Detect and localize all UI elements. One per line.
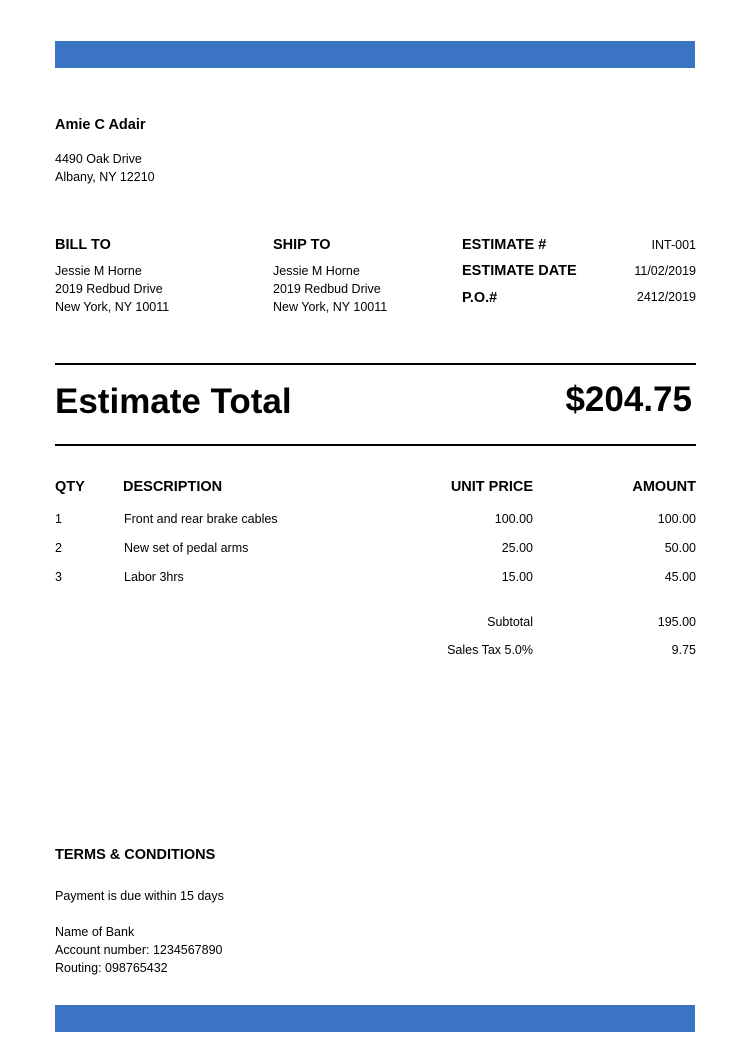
ship-to-address-line1: 2019 Redbud Drive xyxy=(273,282,381,296)
row-1-unit-price: 100.00 xyxy=(494,512,533,526)
row-3-qty: 3 xyxy=(55,570,62,584)
terms-bank-name: Name of Bank xyxy=(55,925,135,939)
po-number-label: P.O.# xyxy=(462,290,498,306)
column-header-description: DESCRIPTION xyxy=(123,479,223,495)
terms-routing-number: Routing: 098765432 xyxy=(55,961,168,975)
bill-to-address-line1: 2019 Redbud Drive xyxy=(55,282,163,296)
estimate-total-amount: $204.75 xyxy=(565,380,692,419)
terms-payment: Payment is due within 15 days xyxy=(55,889,224,903)
row-3-description: Labor 3hrs xyxy=(124,570,184,584)
sender-name: Amie C Adair xyxy=(55,117,146,133)
row-1-qty: 1 xyxy=(55,512,62,526)
ship-to-heading: SHIP TO xyxy=(273,237,331,253)
row-3-unit-price: 15.00 xyxy=(501,570,533,584)
bill-to-name: Jessie M Horne xyxy=(55,264,142,278)
row-2-amount: 50.00 xyxy=(664,541,696,555)
row-1-description: Front and rear brake cables xyxy=(124,512,278,526)
bill-to-address-line2: New York, NY 10011 xyxy=(55,300,170,314)
bill-to-address xyxy=(55,262,169,316)
ship-to-name: Jessie M Horne xyxy=(273,264,360,278)
divider-bottom xyxy=(55,444,696,446)
po-number-value: 2412/2019 xyxy=(636,290,696,304)
sales-tax-value: 9.75 xyxy=(671,643,696,657)
sender-address xyxy=(55,150,155,186)
ship-to-address xyxy=(273,262,387,316)
bill-to-heading: BILL TO xyxy=(55,237,111,253)
estimate-number-label: ESTIMATE # xyxy=(462,237,547,253)
terms-heading: TERMS & CONDITIONS xyxy=(55,847,216,863)
row-2-description: New set of pedal arms xyxy=(124,541,249,555)
row-2-unit-price: 25.00 xyxy=(501,541,533,555)
sales-tax-label: Sales Tax 5.0% xyxy=(447,643,533,657)
row-3-amount: 45.00 xyxy=(664,570,696,584)
divider-top xyxy=(55,363,696,365)
terms-account-number: Account number: 1234567890 xyxy=(55,943,223,957)
estimate-date-value: 11/02/2019 xyxy=(634,264,696,278)
sender-address-line2: Albany, NY 12210 xyxy=(55,170,155,184)
estimate-date-label: ESTIMATE DATE xyxy=(462,263,577,279)
subtotal-value: 195.00 xyxy=(657,615,696,629)
sender-address-line1: 4490 Oak Drive xyxy=(55,152,142,166)
footer-accent-bar xyxy=(55,1005,695,1032)
subtotal-label: Subtotal xyxy=(487,615,533,629)
estimate-number-value: INT-001 xyxy=(651,238,696,252)
row-1-amount: 100.00 xyxy=(657,512,696,526)
ship-to-address-line2: New York, NY 10011 xyxy=(273,300,388,314)
header-accent-bar xyxy=(55,41,695,68)
row-2-qty: 2 xyxy=(55,541,62,555)
column-header-unit-price: UNIT PRICE xyxy=(450,479,533,495)
column-header-qty: QTY xyxy=(55,479,85,495)
column-header-amount: AMOUNT xyxy=(632,479,696,495)
estimate-total-label: Estimate Total xyxy=(55,382,292,421)
